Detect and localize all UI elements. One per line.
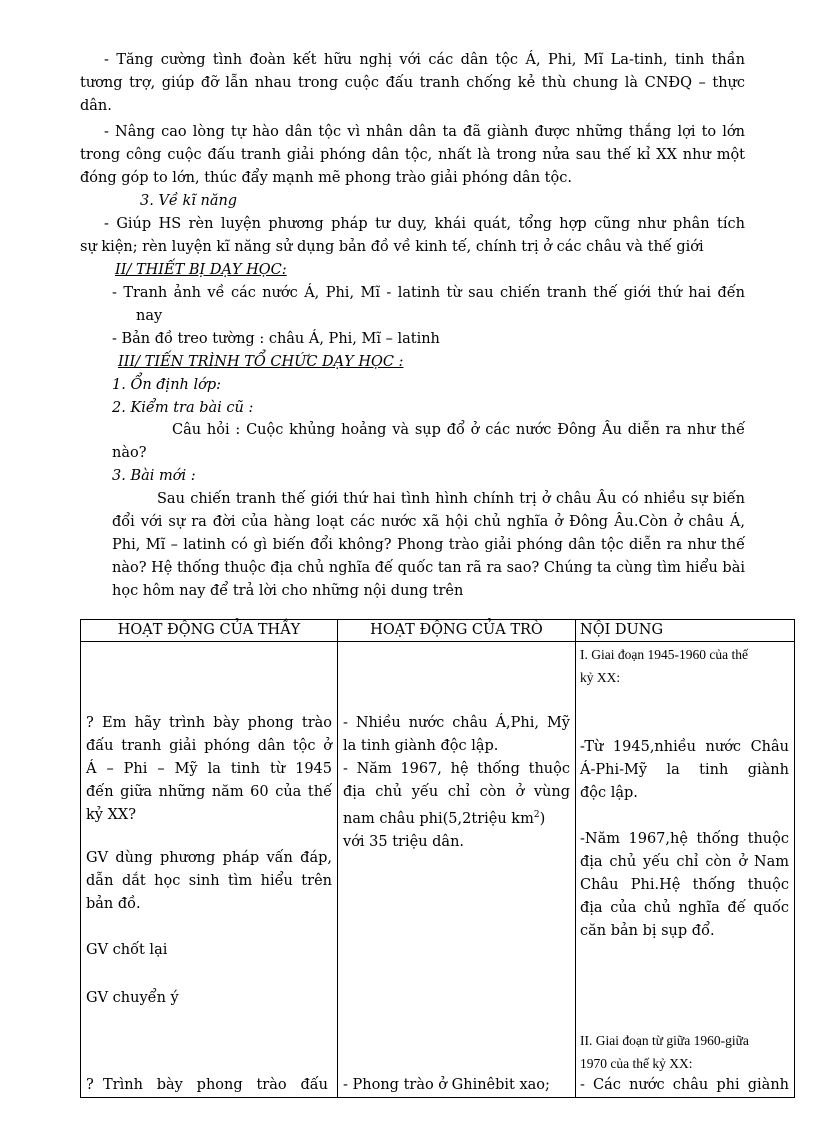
intro-para-line-5: học hôm nay để trả lời cho những nội dung trên: [112, 583, 464, 599]
para-skills-line-2: sự kiện; rèn luyện kĩ năng sử dụng bản đồ về kinh tế, chính trị ở các châu và thế giới: [80, 239, 704, 255]
header-teacher-activity: HOẠT ĐỘNG CỦA THẦY: [81, 620, 338, 642]
teacher-question-2: ? Trình bày phong trào đấu: [86, 1077, 328, 1093]
process-heading: III/ TIẾN TRÌNH TỔ CHỨC DẠY HỌC :: [118, 354, 404, 370]
intro-para-line-3: Phi, Mĩ – latinh có gì biến đổi không? Phong trào giải phóng dân tộc diễn ra như thế: [112, 537, 745, 553]
teacher-summary-note: GV chốt lại: [86, 942, 168, 958]
equipment-item-2: - Bản đồ treo tường : châu Á, Phi, Mĩ – latinh: [112, 331, 440, 347]
content-point-2: -Năm 1967,hệ thống thuộc địa chủ yếu chỉ còn ở Nam Châu Phi.Hệ thống thuộc địa của chủ nghĩa đế quốc căn bản bị sụp đổ.: [580, 831, 789, 939]
content-cell: [576, 642, 795, 1098]
para-solidarity-line-1: - Tăng cường tình đoàn kết hữu nghị với các dân tộc Á, Phi, Mĩ La-tinh, tinh thần: [104, 52, 745, 68]
step-3: 3. Bài mới :: [112, 468, 196, 484]
equipment-heading: II/ THIẾT BỊ DẠY HỌC:: [115, 262, 287, 278]
teacher-transition-note: GV chuyển ý: [86, 990, 179, 1006]
student-answer-1: - Nhiều nước châu Á,Phi, Mỹ la tinh giành độc lập. - Năm 1967, hệ thống thuộc địa chủ yếu chỉ còn ở vùng nam châu phi(5,2triệu $km^2$) với 35 triệu dân.: [343, 715, 570, 850]
para-skills-line-1: - Giúp HS rèn luyện phương pháp tư duy, khái quát, tổng hợp cũng như phân tích: [104, 216, 745, 232]
step-1: 1. Ổn định lớp:: [112, 377, 222, 393]
header-content: NỘI DUNG: [576, 620, 795, 642]
student-answer-2: - Phong trào ở Ghinêbit xao;: [343, 1077, 550, 1093]
para-solidarity-line-2: tương trợ, giúp đỡ lẫn nhau trong cuộc đấu tranh chống kẻ thù chung là CNĐQ – thực: [80, 75, 745, 91]
review-question-line-1: Câu hỏi : Cuộc khủng hoảng và sụp đổ ở các nước Đông Âu diễn ra như thế: [172, 422, 745, 438]
teacher-activity-cell: [81, 642, 338, 1098]
para-solidarity-line-3: dân.: [80, 98, 112, 114]
para-pride-line-3: đóng góp to lớn, thúc đẩy mạnh mẽ phong trào giải phóng dân tộc.: [80, 170, 572, 186]
intro-para-line-1: Sau chiến tranh thế giới thứ hai tình hình chính trị ở châu Âu có nhiều sự biến: [157, 491, 745, 507]
intro-para-line-2: đổi với sự ra đời của hàng loạt các nước xã hội chủ nghĩa ở Đông Âu.Còn ở châu Á,: [112, 514, 745, 530]
content-point-1: -Từ 1945,nhiều nước Châu Á-Phi-Mỹ la tinh giành độc lập.: [580, 739, 789, 801]
step-2: 2. Kiểm tra bài cũ :: [112, 400, 254, 416]
equipment-item-1-line-2: nay: [136, 308, 163, 324]
lesson-plan-table: [80, 619, 795, 1098]
table-header-row: [81, 620, 795, 642]
para-pride-line-1: - Nâng cao lòng tự hào dân tộc vì nhân dân ta đã giành được những thắng lợi to lớn: [104, 124, 745, 140]
teacher-method-note: GV dùng phương pháp vấn đáp, dẫn dắt học sinh tìm hiểu trên bản đồ.: [86, 850, 332, 912]
para-pride-line-2: trong công cuộc đấu tranh giải phóng dân tộc, nhất là trong nửa sau thế kỉ XX như một: [80, 147, 745, 163]
student-activity-cell: [338, 642, 576, 1098]
equipment-item-1-line-1: - Tranh ảnh về các nước Á, Phi, Mĩ - latinh từ sau chiến tranh thế giới thứ hai đến: [112, 285, 745, 301]
table-row: [81, 642, 795, 1098]
skills-heading: 3. Về kĩ năng: [140, 193, 238, 209]
intro-para-line-4: nào? Hệ thống thuộc địa chủ nghĩa đế quốc tan rã ra sao? Chúng ta cùng tìm hiểu bài: [112, 560, 745, 576]
review-question-line-2: nào?: [112, 445, 147, 461]
teacher-question-1: ? Em hãy trình bày phong trào đấu tranh giải phóng dân tộc ở Á – Phi – Mỹ la tinh từ 1945 đến giữa những năm 60 của thế kỷ XX?: [86, 715, 332, 823]
header-student-activity: HOẠT ĐỘNG CỦA TRÒ: [338, 620, 576, 642]
content-period-2-heading: II. Giai đoạn từ giữa 1960-giữa 1970 của thế kỷ XX:: [580, 1033, 749, 1071]
content-point-3: - Các nước châu phi giành: [580, 1077, 789, 1093]
content-period-1-heading: I. Giai đoạn 1945-1960 của thế kỷ XX:: [580, 647, 748, 685]
